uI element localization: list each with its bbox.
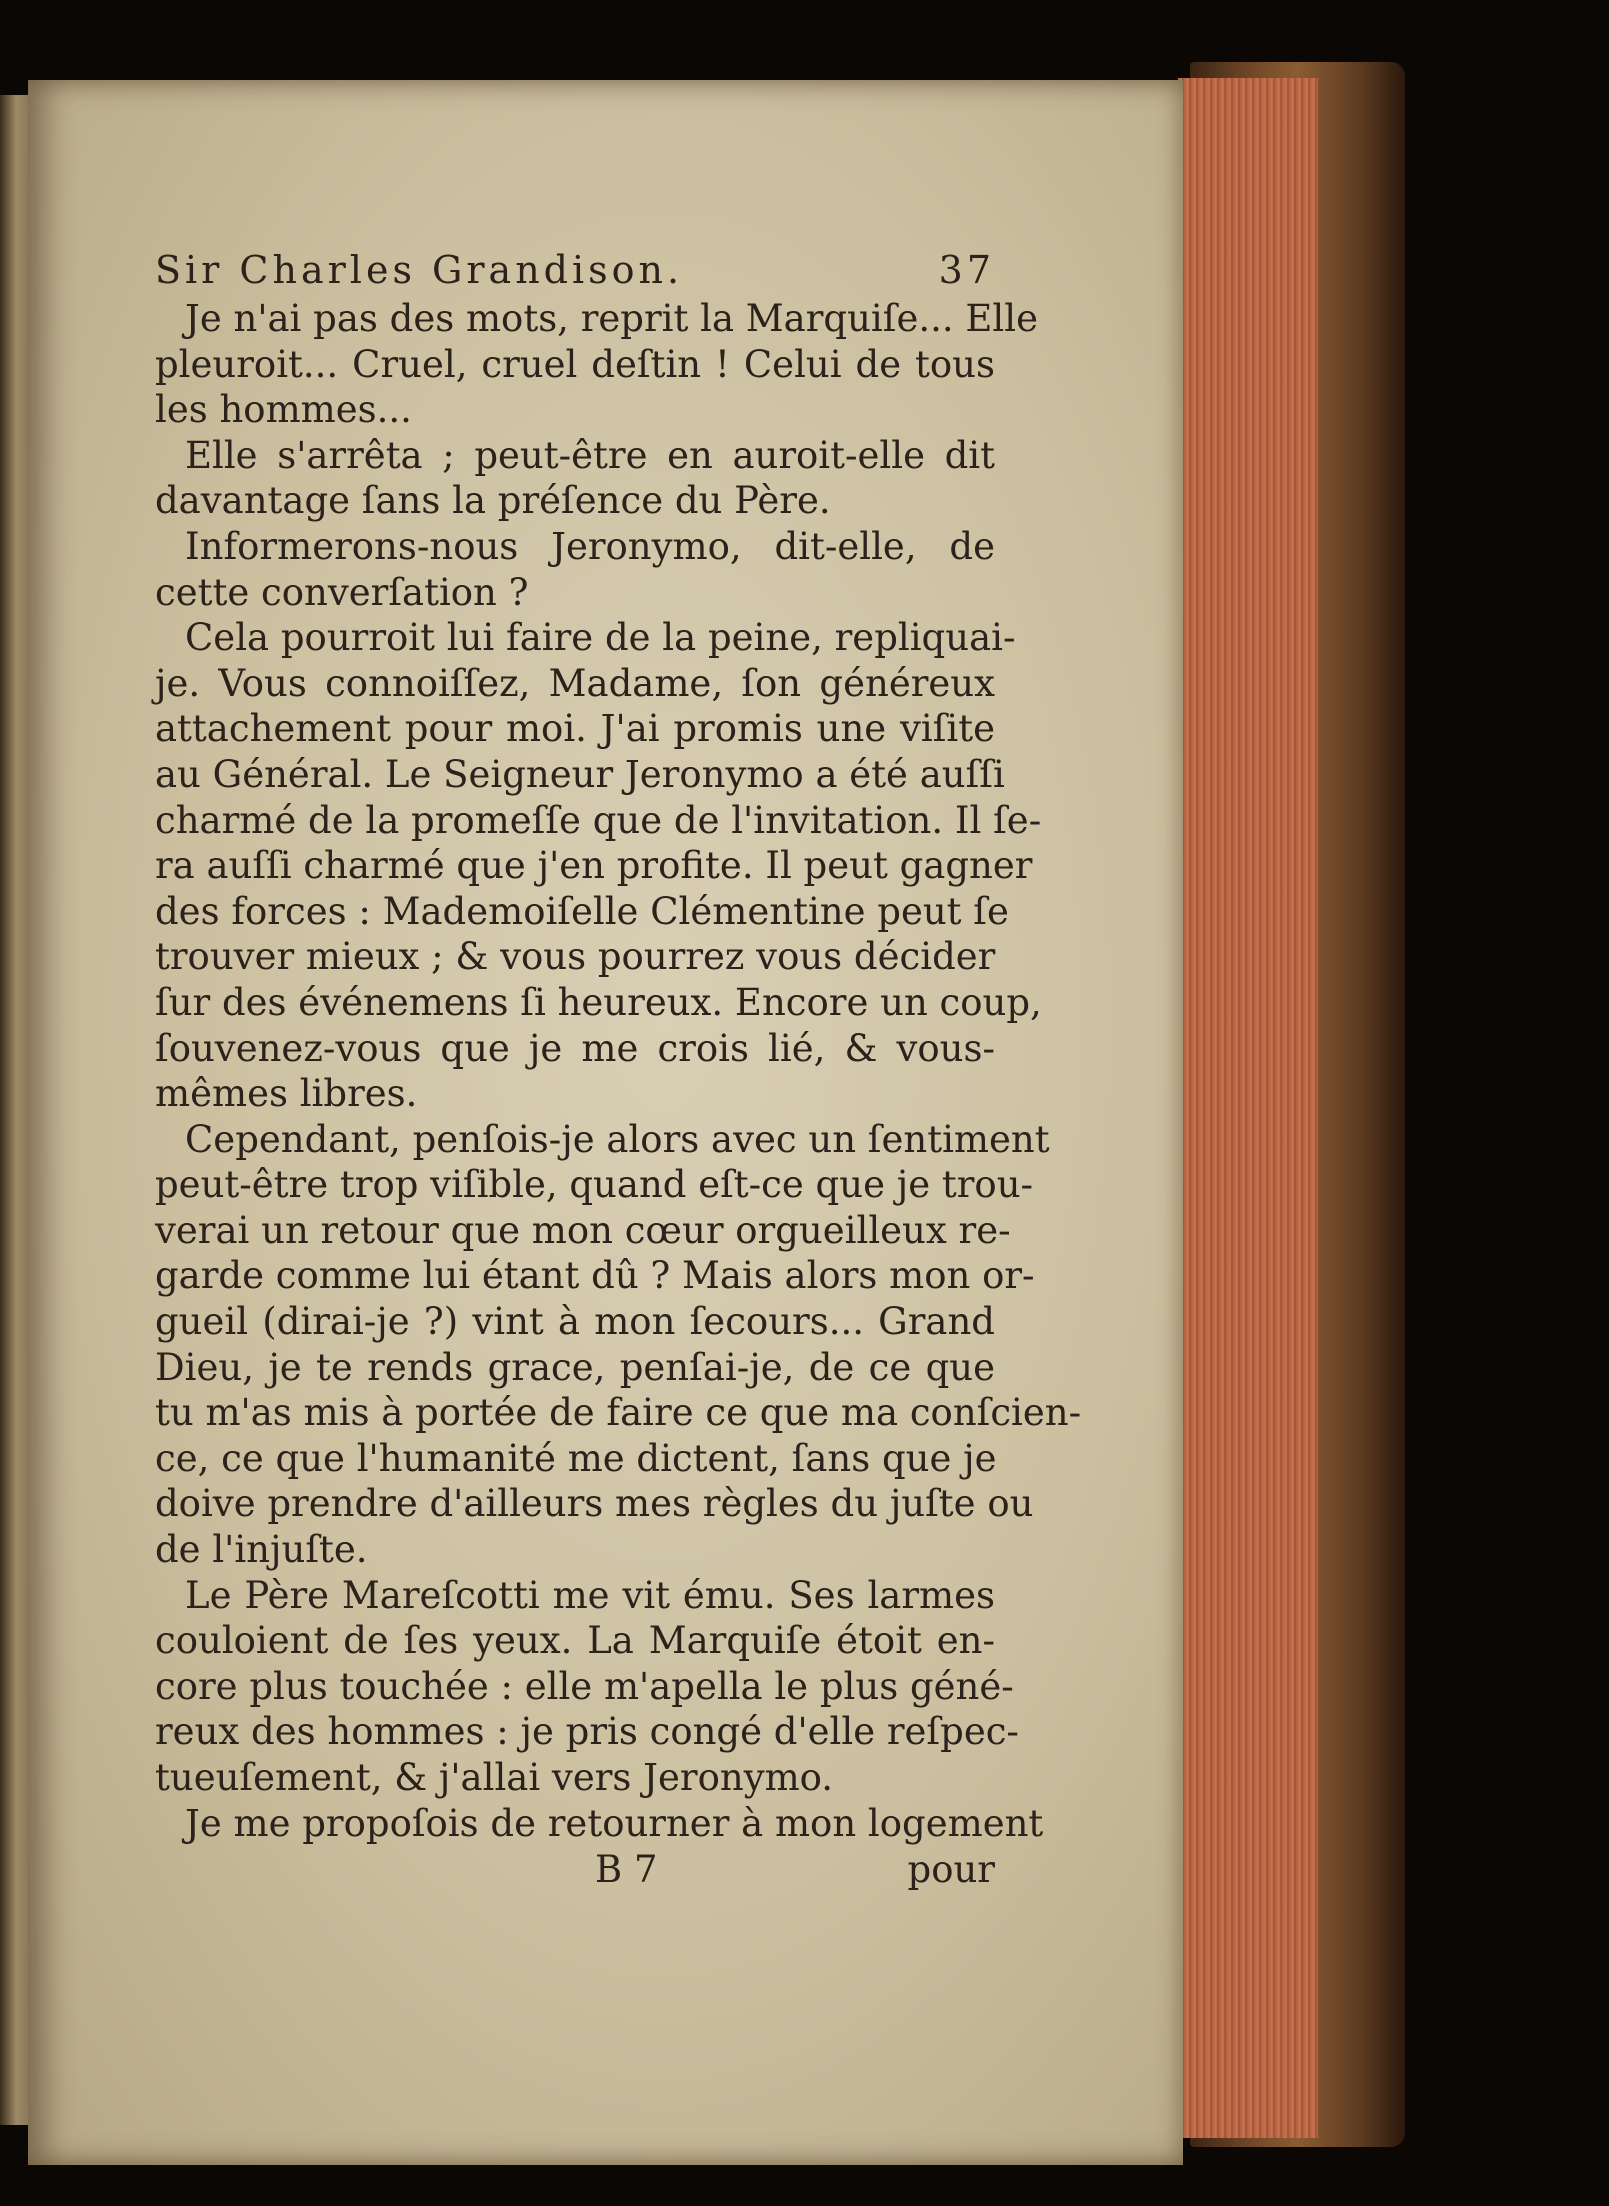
text-line: attachement pour moi. J'ai promis une viſite [155, 707, 995, 751]
page-edges [1178, 78, 1318, 2138]
text-line: garde comme lui étant dû ? Mais alors mon or- [155, 1254, 1035, 1298]
signature-mark: B 7 [595, 1848, 658, 1892]
text-line: Je n'ai pas des mots, reprit la Marquiſe... Elle [185, 297, 1038, 340]
text-line: doive prendre d'ailleurs mes règles du juſte ou [155, 1482, 1034, 1526]
text-line: les hommes... [155, 388, 412, 432]
text-line: ra auſſi charmé que j'en profite. Il peut gagner [155, 844, 1033, 888]
page-number: 37 [938, 248, 995, 292]
text-line: tu m'as mis à portée de faire ce que ma conſcien- [155, 1391, 1082, 1435]
text-line: je. Vous connoiſſez, Madame, ſon généreux [155, 661, 995, 705]
text-line: core plus touchée : elle m'apella le plus géné- [155, 1664, 1014, 1708]
text-line: tueuſement, & j'allai vers Jeronymo. [155, 1756, 834, 1799]
text-line: verai un retour que mon cœur orgueilleux re- [155, 1208, 1011, 1252]
text-line: gueil (dirai-je ?) vint à mon ſecours... Grand [155, 1300, 995, 1344]
text-line: ſur des événemens ſi heureux. Encore un coup, [155, 980, 1042, 1024]
text-line: Le Père Mareſcotti me vit ému. Ses larmes [185, 1573, 995, 1617]
catchword: pour [907, 1848, 995, 1892]
text-line: peut-être trop viſible, quand eſt-ce que je trou- [155, 1163, 1034, 1207]
page-text [155, 248, 1082, 1892]
text-line: cette converſation ? [155, 570, 529, 614]
text-line: au Général. Le Seigneur Jeronymo a été auſſi [155, 752, 1005, 796]
running-head [155, 248, 995, 292]
text-line: couloient de ſes yeux. La Marquiſe étoit en- [155, 1619, 995, 1663]
text-line: reux des hommes : je pris congé d'elle reſpec- [155, 1710, 1019, 1754]
text-line: davantage ſans la préſence du Père. [155, 479, 831, 523]
text-line: ſouvenez-vous que je me crois lié, & vous- [155, 1026, 995, 1070]
text-line: des forces : Mademoiſelle Clémentine peut ſe [155, 889, 1009, 933]
text-line: Informerons-nous Jeronymo, dit-elle, de [185, 524, 995, 568]
page-footer [155, 1848, 995, 1891]
text-line: ce, ce que l'humanité me dictent, ſans que je [155, 1436, 997, 1480]
text-line: mêmes libres. [155, 1072, 418, 1116]
text-line: Cependant, penſois-je alors avec un ſentiment [185, 1117, 1050, 1161]
text-line: trouver mieux ; & vous pourrez vous décider [155, 935, 996, 979]
text-line: Cela pourroit lui faire de la peine, repliquai- [185, 616, 1016, 660]
text-line: pleuroit... Cruel, cruel deſtin ! Celui de tous [155, 342, 995, 386]
text-line: charmé de la promeſſe que de l'invitation. Il ſe- [155, 798, 1042, 842]
text-line: Dieu, je te rends grace, penſai-je, de ce que [155, 1345, 995, 1389]
text-line: de l'injuſte. [155, 1528, 368, 1572]
running-title: Sir Charles Grandison. [155, 248, 684, 292]
text-line: Je me propoſois de retourner à mon logement [185, 1801, 1044, 1845]
text-line: Elle s'arrêta ; peut-être en auroit-elle dit [185, 433, 995, 477]
